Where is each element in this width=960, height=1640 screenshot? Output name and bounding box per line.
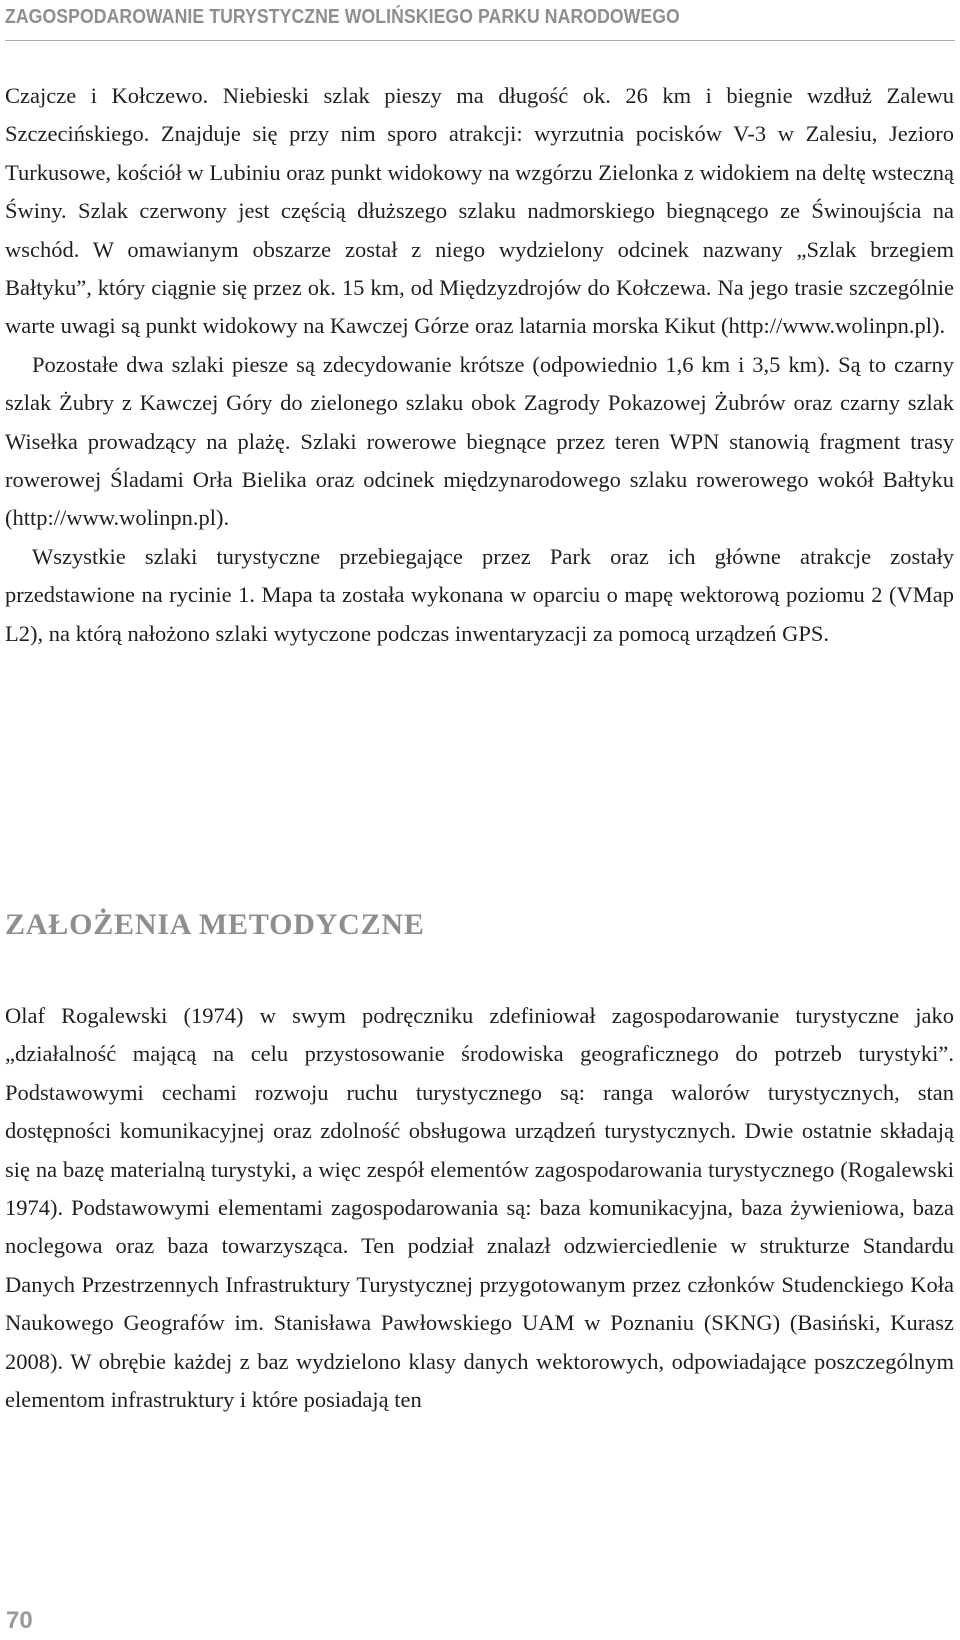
header-divider bbox=[5, 40, 955, 41]
page-number: 70 bbox=[6, 1607, 33, 1634]
paragraph-other-trails: Pozostałe dwa szlaki piesze są zdecydowanie krótsze (odpowiednio 1,6 km i 3,5 km). Są to czarny szlak Żubry z Kawczej Góry do zielonego szlaku obok Zagrody Pokazowej Żubrów oraz czarny szlak Wisełka prowadzący na plażę. Szlaki rowerowe biegnące przez teren WPN stanowią fragment trasy rowerowej Śladami Orła Bielika oraz odcinek międzynarodowego szlaku rowerowego wokół Bałtyku (http://www.wolinpn.pl). bbox=[5, 351, 954, 531]
body-text bbox=[5, 77, 954, 653]
running-header: ZAGOSPODAROWANIE TURYSTYCZNE WOLIŃSKIEGO PARKU NARODOWEGO bbox=[5, 5, 680, 28]
paragraph-methodology: Olaf Rogalewski (1974) w swym podręczniku zdefiniował zagospodarowanie turystyczne jako „działalność mającą na celu przystosowanie środowiska geograficznego do potrzeb turystyki”. Podstawowymi cechami rozwoju ruchu turystycznego są: ranga walorów turystycznych, stan dostępności komunikacyjnej oraz zdolność obsługowa urządzeń turystycznych. Dwie ostatnie składają się na bazę materialną turystyki, a więc zespół elementów zagospodarowania turystycznego (Rogalewski 1974). Podstawowymi elementami zagospodarowania są: baza komunikacyjna, baza żywieniowa, baza noclegowa oraz baza towarzysząca. Ten podział znalazł odzwierciedlenie w strukturze Standardu Danych Przestrzennych Infrastruktury Turystycznej przygotowanym przez członków Studenckiego Koła Naukowego Geografów im. Stanisława Pawłowskiego UAM w Poznaniu (SKNG) (Basiński, Kurasz 2008). W obrębie każdej z baz wydzielono klasy danych wektorowych, odpowiadające poszczególnym elementom infrastruktury i które posiadają ten bbox=[5, 1003, 954, 1413]
paragraph-trails-continuation: Czajcze i Kołczewo. Niebieski szlak pieszy ma długość ok. 26 km i biegnie wzdłuż Zalewu Szczecińskiego. Znajduje się przy nim sporo atrakcji: wyrzutnia pocisków V-3 w Zalesiu, Jezioro Turkusowe, kościół w Lubiniu oraz punkt widokowy na wzgórzu Zielonka z widokiem na deltę wsteczną Świny. Szlak czerwony jest częścią dłuższego szlaku nadmorskiego biegnącego ze Świnoujścia na wschód. W omawianym obszarze został z niego wydzielony odcinek nazwany „Szlak brzegiem Bałtyku”, który ciągnie się przez ok. 15 km, od Międzyzdrojów do Kołczewa. Na jego trasie szczególnie warte uwagi są punkt widokowy na Kawczej Górze oraz latarnia morska Kikut (http://www.wolinpn.pl). bbox=[5, 83, 954, 339]
section-heading: ZAŁOŻENIA METODYCZNE bbox=[5, 908, 425, 941]
section-body-text bbox=[5, 997, 954, 1419]
paragraph-map-description: Wszystkie szlaki turystyczne przebiegające przez Park oraz ich główne atrakcje zostały przedstawione na rycinie 1. Mapa ta została wykonana w oparciu o mapę wektorową poziomu 2 (VMap L2), na którą nałożono szlaki wytyczone podczas inwentaryzacji za pomocą urządzeń GPS. bbox=[5, 543, 954, 646]
